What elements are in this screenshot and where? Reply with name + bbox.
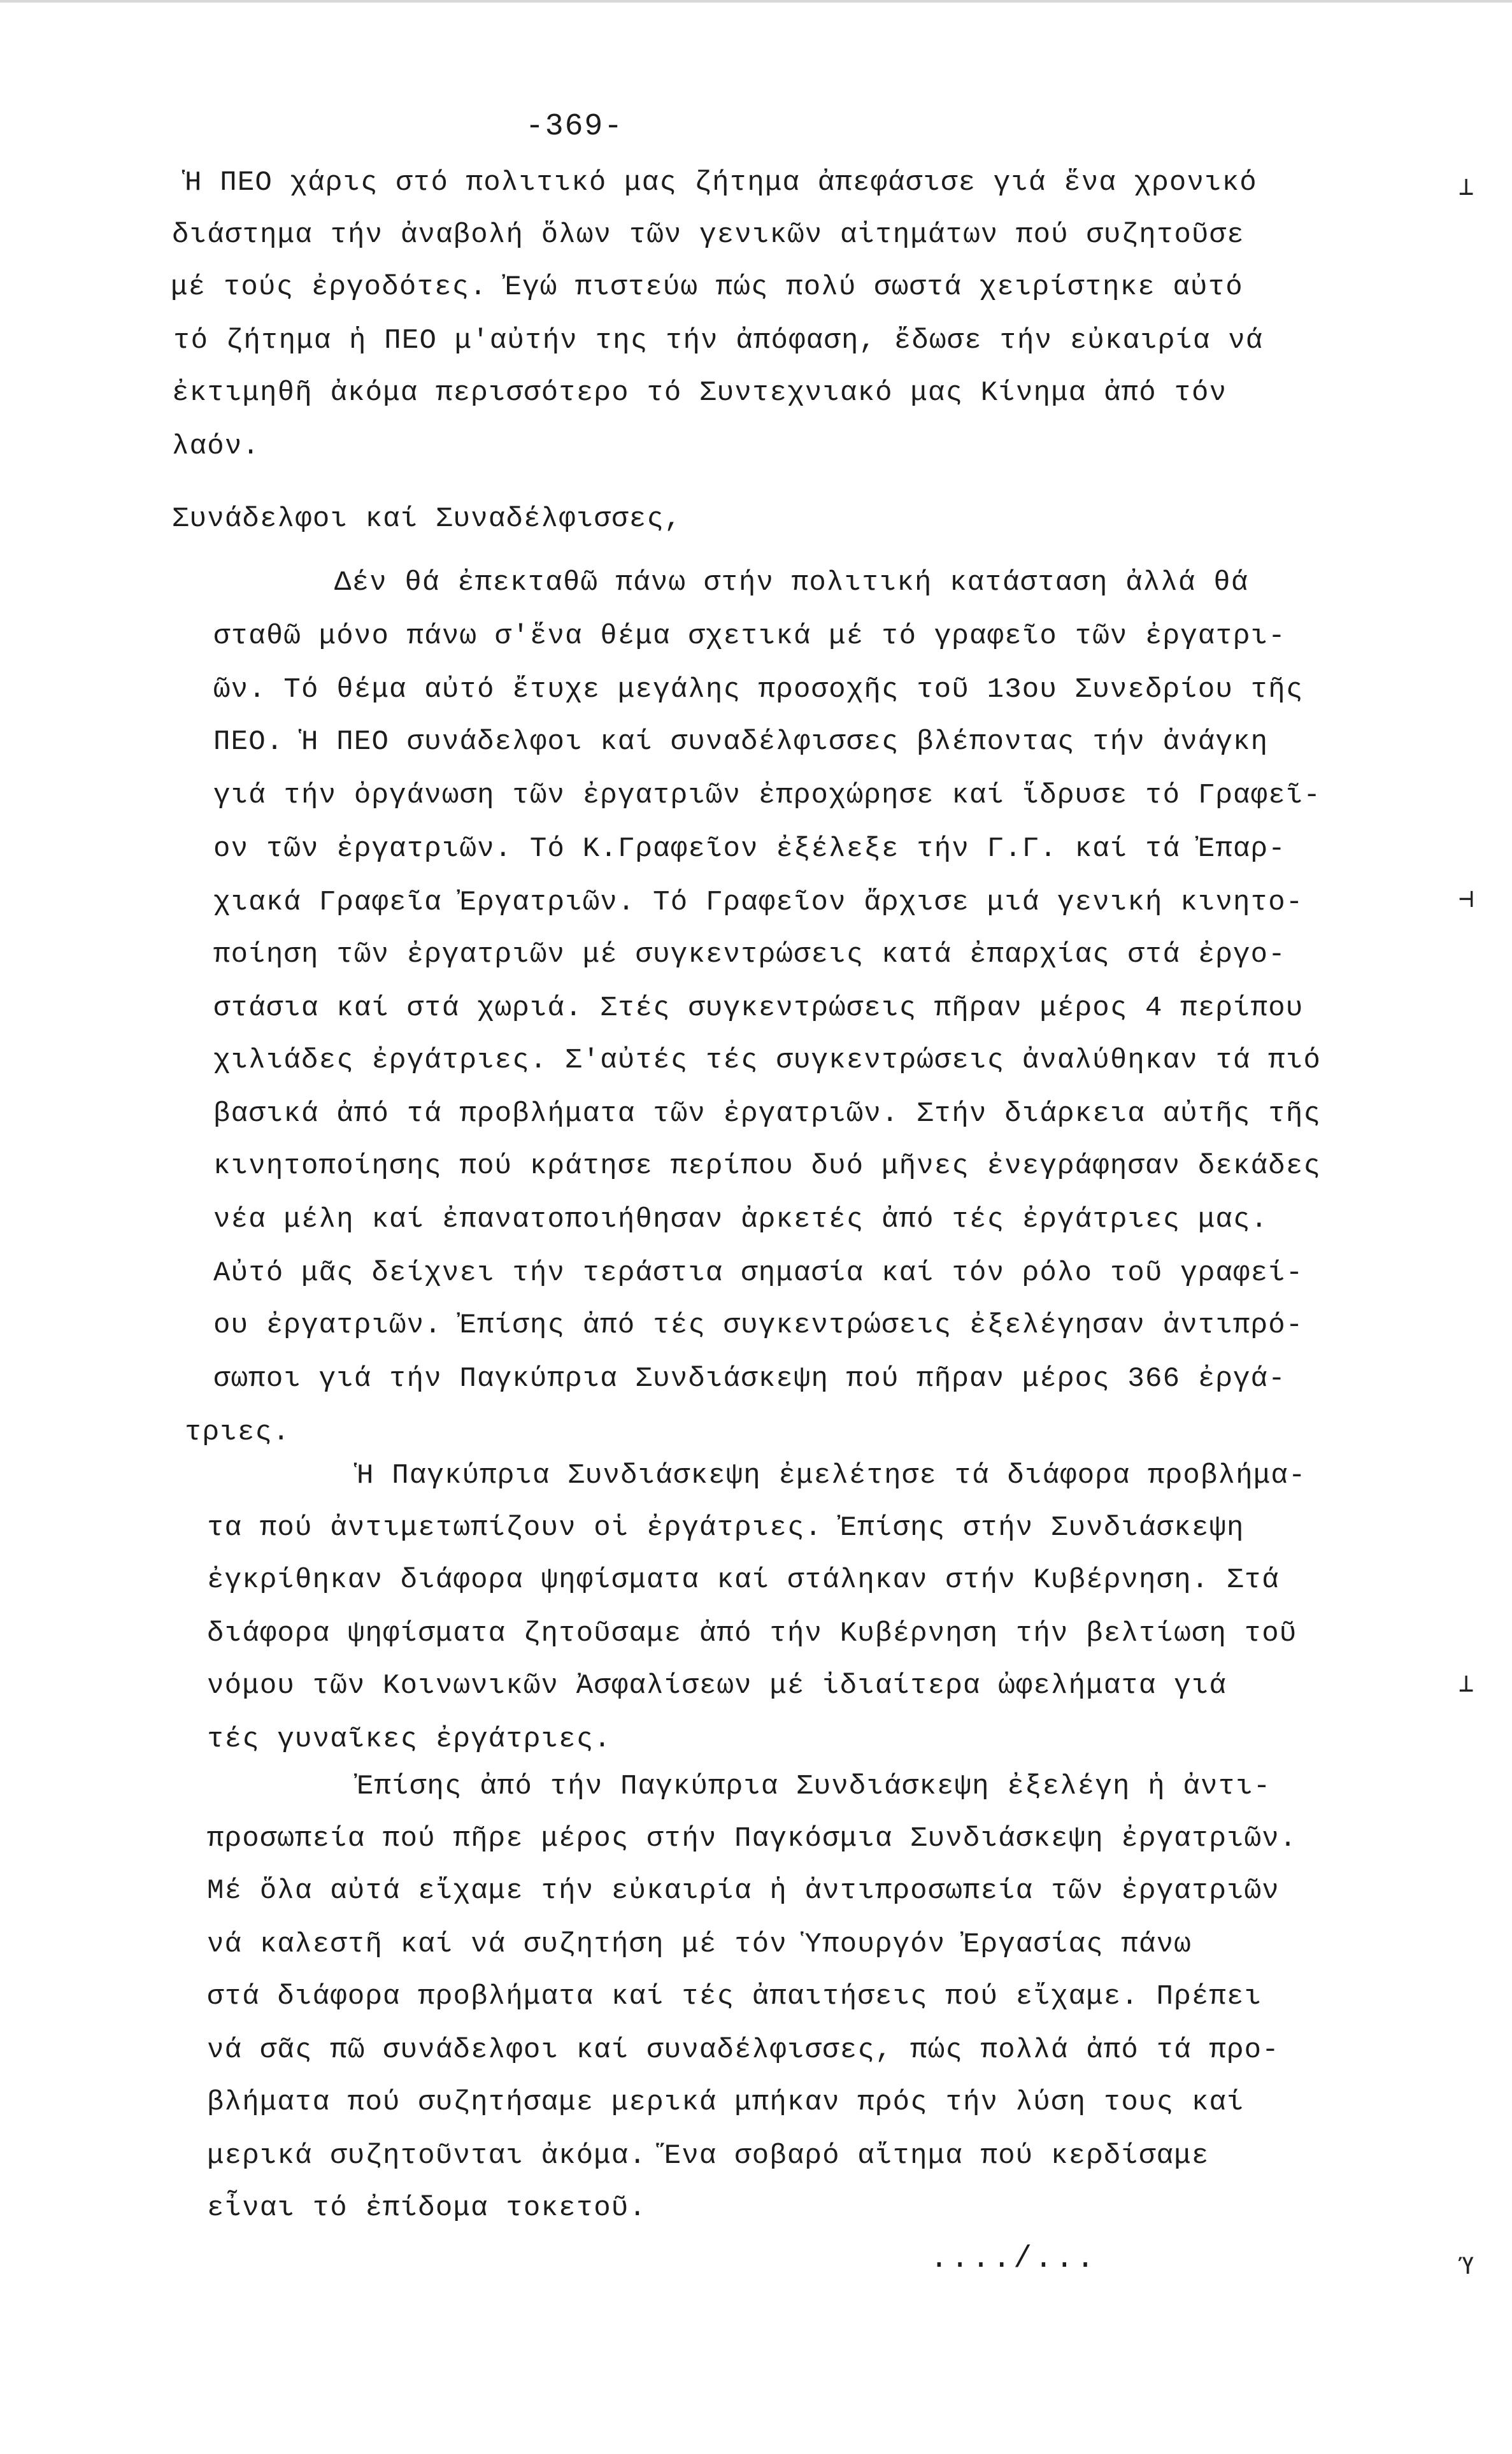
- text-line: ποίηση τῶν ἐργατριῶν μέ συγκεντρώσεις κατά ἐπαρχίας στά ἐργο-: [213, 939, 1286, 971]
- text-line: ον τῶν ἐργατριῶν. Τό Κ.Γραφεῖον ἐξέλεξε τήν Γ.Γ. καί τά Ἐπαρ-: [213, 833, 1286, 865]
- salutation: Συνάδελφοι καί Συναδέλφισσες,: [172, 503, 682, 535]
- text-line: γιά τήν ὀργάνωση τῶν ἐργατριῶν ἐπροχώρησε καί ἵδρυσε τό Γραφεῖ-: [213, 780, 1322, 811]
- text-line: χιλιάδες ἐργάτριες. Σ'αὐτές τές συγκεντρώσεις ἀναλύθηκαν τά πιό: [213, 1045, 1322, 1076]
- text-line: βλήματα πού συζητήσαμε μερικά μπήκαν πρός τήν λύση τους καί: [207, 2087, 1245, 2118]
- text-line: τα πού ἀντιμετωπίζουν οἱ ἐργάτριες. Ἐπίσης στήν Συνδιάσκεψη: [207, 1512, 1245, 1544]
- text-line: νά σᾶς πῶ συνάδελφοι καί συναδέλφισσες, πώς πολλά ἀπό τά προ-: [207, 2034, 1280, 2066]
- text-line: βασικά ἀπό τά προβλήματα τῶν ἐργατριῶν. Στήν διάρκεια αὐτῆς τῆς: [213, 1098, 1322, 1130]
- text-line: εἶναι τό ἐπίδομα τοκετοῦ.: [207, 2192, 647, 2224]
- text-line: τές γυναῖκες ἐργάτριες.: [207, 1723, 611, 1755]
- page-number: -369-: [525, 110, 624, 144]
- text-line: νέα μέλη καί ἐπανατοποιήθησαν ἀρκετές ἀπό τές ἐργάτριες μας.: [213, 1204, 1269, 1236]
- margin-mark: ⊣: [1459, 887, 1474, 915]
- text-line: Ἡ Παγκύπρια Συνδιάσκεψη ἐμελέτησε τά διάφορα προβλήμα-: [357, 1460, 1306, 1492]
- text-line: Ἡ ΠΕΟ χάρις στό πολιτικό μας ζήτημα ἀπεφάσισε γιά ἕνα χρονικό: [185, 167, 1257, 199]
- text-line: κινητοποίησης πού κράτησε περίπου δυό μῆνες ἐνεγράφησαν δεκάδες: [213, 1150, 1322, 1182]
- text-line: λαόν.: [172, 431, 260, 462]
- text-line: Μέ ὅλα αὐτά εἴχαμε τήν εὐκαιρία ἡ ἀντιπροσωπεία τῶν ἐργατριῶν: [207, 1875, 1280, 1907]
- text-line: ου ἐργατριῶν. Ἐπίσης ἀπό τές συγκεντρώσεις ἐξελέγησαν ἀντιπρό-: [213, 1309, 1304, 1341]
- text-line: διάφορα ψηφίσματα ζητοῦσαμε ἀπό τήν Κυβέρνηση τήν βελτίωση τοῦ: [207, 1618, 1297, 1650]
- margin-mark: ⊥: [1459, 175, 1474, 203]
- text-line: ῶν. Τό θέμα αὐτό ἔτυχε μεγάλης προσοχῆς τοῦ 13ου Συνεδρίου τῆς: [213, 674, 1304, 706]
- text-line: σωποι γιά τήν Παγκύπρια Συνδιάσκεψη πού πῆραν μέρος 366 ἐργά-: [213, 1363, 1286, 1395]
- text-line: μερικά συζητοῦνται ἀκόμα. Ἕνα σοβαρό αἴτημα πού κερδίσαμε: [207, 2140, 1209, 2172]
- continuation-mark: ..../...: [930, 2242, 1097, 2276]
- text-line: Ἐπίσης ἀπό τήν Παγκύπρια Συνδιάσκεψη ἐξελέγη ἡ ἀντι-: [357, 1771, 1271, 1802]
- text-line: Αὐτό μᾶς δείχνει τήν τεράστια σημασία καί τόν ρόλο τοῦ γραφεί-: [213, 1257, 1304, 1289]
- text-line: στά διάφορα προβλήματα καί τές ἀπαιτήσεις πού εἴχαμε. Πρέπει: [207, 1981, 1262, 2013]
- margin-mark: Ύ: [1459, 2253, 1474, 2282]
- text-line: προσωπεία πού πῆρε μέρος στήν Παγκόσμια Συνδιάσκεψη ἐργατριῶν.: [207, 1823, 1297, 1855]
- margin-mark: ⊥: [1459, 1671, 1474, 1700]
- text-line: στάσια καί στά χωριά. Στές συγκεντρώσεις πῆραν μέρος 4 περίπου: [213, 992, 1304, 1024]
- text-line: χιακά Γραφεῖα Ἐργατριῶν. Τό Γραφεῖον ἄρχισε μιά γενική κινητο-: [213, 887, 1304, 918]
- text-line: Δέν θά ἐπεκταθῶ πάνω στήν πολιτική κατάσταση ἀλλά θά: [334, 567, 1249, 599]
- text-line: ἐγκρίθηκαν διάφορα ψηφίσματα καί στάληκαν στήν Κυβέρνηση. Στά: [207, 1564, 1280, 1596]
- text-line: μέ τούς ἐργοδότες. Ἐγώ πιστεύω πώς πολύ σωστά χειρίστηκε αὐτό: [171, 271, 1243, 303]
- text-line: σταθῶ μόνο πάνω σ'ἕνα θέμα σχετικά μέ τό γραφεῖο τῶν ἐργατρι-: [213, 620, 1286, 652]
- text-line: ΠΕΟ. Ἡ ΠΕΟ συνάδελφοι καί συναδέλφισσες βλέποντας τήν ἀνάγκη: [213, 726, 1269, 758]
- text-line: διάστημα τήν ἀναβολή ὅλων τῶν γενικῶν αἰτημάτων πού συζητοῦσε: [172, 219, 1245, 251]
- text-line: ἐκτιμηθῆ ἀκόμα περισσότερο τό Συντεχνιακό μας Κίνημα ἀπό τόν: [172, 377, 1227, 409]
- scan-edge: [0, 0, 1512, 3]
- text-line: τριες.: [185, 1416, 290, 1448]
- text-line: νόμου τῶν Κοινωνικῶν Ἀσφαλίσεων μέ ἰδιαίτερα ὠφελήματα γιά: [207, 1670, 1227, 1702]
- text-line: τό ζήτημα ἡ ΠΕΟ μ'αὐτήν της τήν ἀπόφαση, ἔδωσε τήν εὐκαιρία νά: [173, 325, 1264, 357]
- text-line: νά καλεστῆ καί νά συζητήση μέ τόν Ὑπουργόν Ἐργασίας πάνω: [207, 1929, 1192, 1960]
